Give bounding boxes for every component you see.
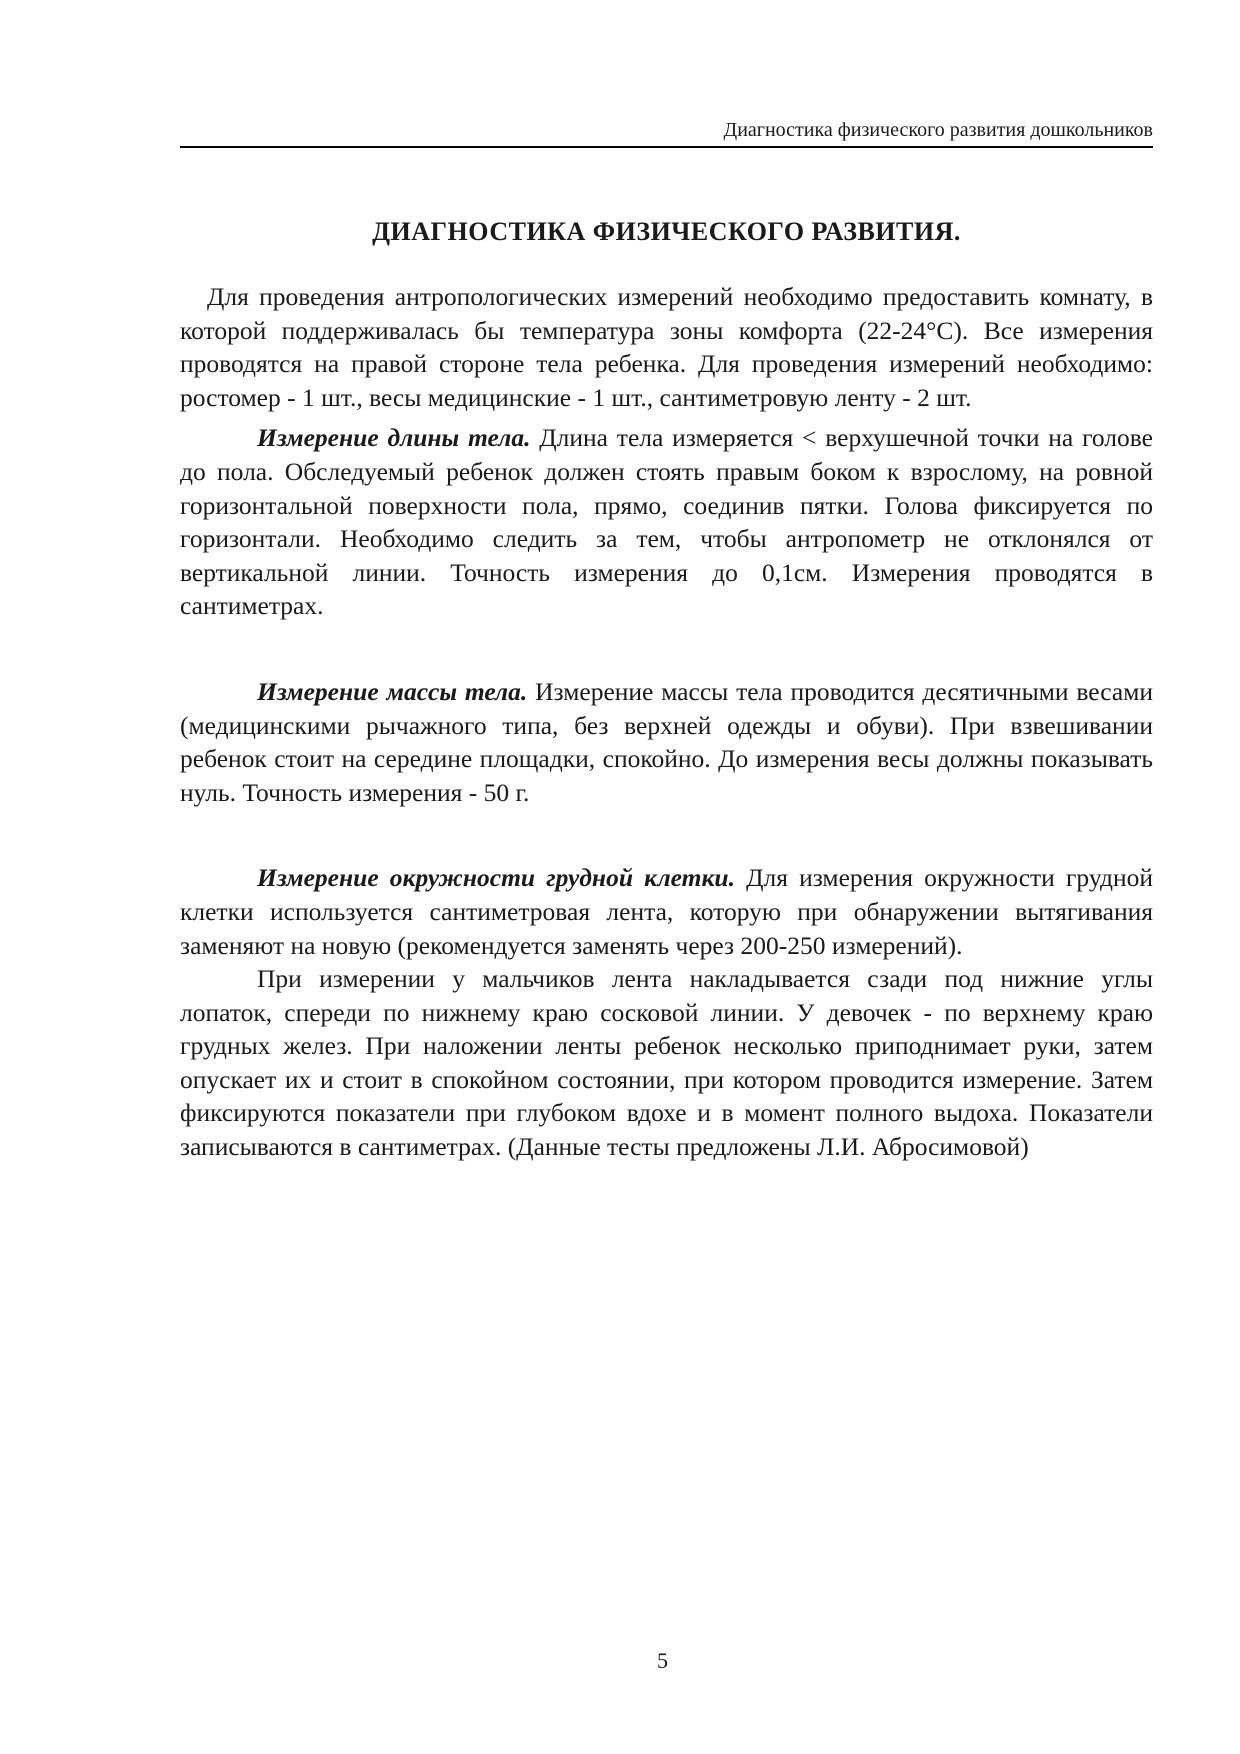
height-measurement-paragraph (180, 421, 1153, 623)
chest-measurement-heading: Измерение окружности грудной клетки. (257, 863, 735, 893)
height-measurement-text: Длина тела измеряется < верхушечной точки на голове до пола. Обследуемый ребенок должен стоять правым боком к взрослому, на ровной горизонтальной поверхности пола, прямо, соединив пятки. Голова фиксируется по горизонтали. Необходимо следить за тем, чтобы антропометр не отклонялся от вертикальной линии. Точность измерения до 0,1см. Измерения проводятся в сантиметрах. (180, 423, 1153, 621)
chest-measurement-text: Для измерения окружности грудной клетки используется сантиметровая лента, которую при обнаружении вытягивания заменяют на новую (рекомендуется заменять через 200-250 измерений). (180, 863, 1153, 960)
height-measurement-heading: Измерение длины тела. (257, 423, 531, 453)
running-header: Диагностика физического развития дошкольников (723, 119, 1153, 141)
mass-measurement-heading: Измерение массы тела. (257, 676, 528, 706)
intro-paragraph: Для проведения антропологических измерений необходимо предоставить комнату, в которой поддерживалась бы температура зоны комфорта (22-24°С). Все измерения проводятся на правой стороне тела ребенка. Для проведения измерений необходимо: ростомер - 1 шт., весы медицинские - 1 шт., сантиметровую ленту - 2 шт. (180, 282, 1153, 412)
mass-measurement-paragraph (180, 675, 1153, 809)
page-number: 5 (657, 1648, 668, 1673)
document-body (180, 280, 1153, 1164)
header-rule (180, 146, 1153, 148)
mass-measurement-text: Измерение массы тела проводится десятичными весами (медицинскими рычажного типа, без верхней одежды и обуви). При взвешивании ребенок стоит на середине площадки, спокойно. До измерения весы должны показывать нуль. Точность измерения - 50 г. (180, 676, 1153, 807)
chest-followup-paragraph: При измерении у мальчиков лента накладывается сзади под нижние углы лопаток, спереди по нижнему краю сосковой линии. У девочек - по верхнему краю грудных желез. При наложении ленты ребенок несколько приподнимает руки, затем опускает их и стоит в спокойном состоянии, при котором проводится измерение. Затем фиксируются показатели при глубоком вдохе и в момент полного выдоха. Показатели записываются в сантиметрах. (Данные тесты предложены Л.И. Абросимовой) (180, 964, 1153, 1162)
chest-measurement-paragraph (180, 861, 1153, 962)
page-title: ДИАГНОСТИКА ФИЗИЧЕСКОГО РАЗВИТИЯ. (372, 217, 961, 246)
